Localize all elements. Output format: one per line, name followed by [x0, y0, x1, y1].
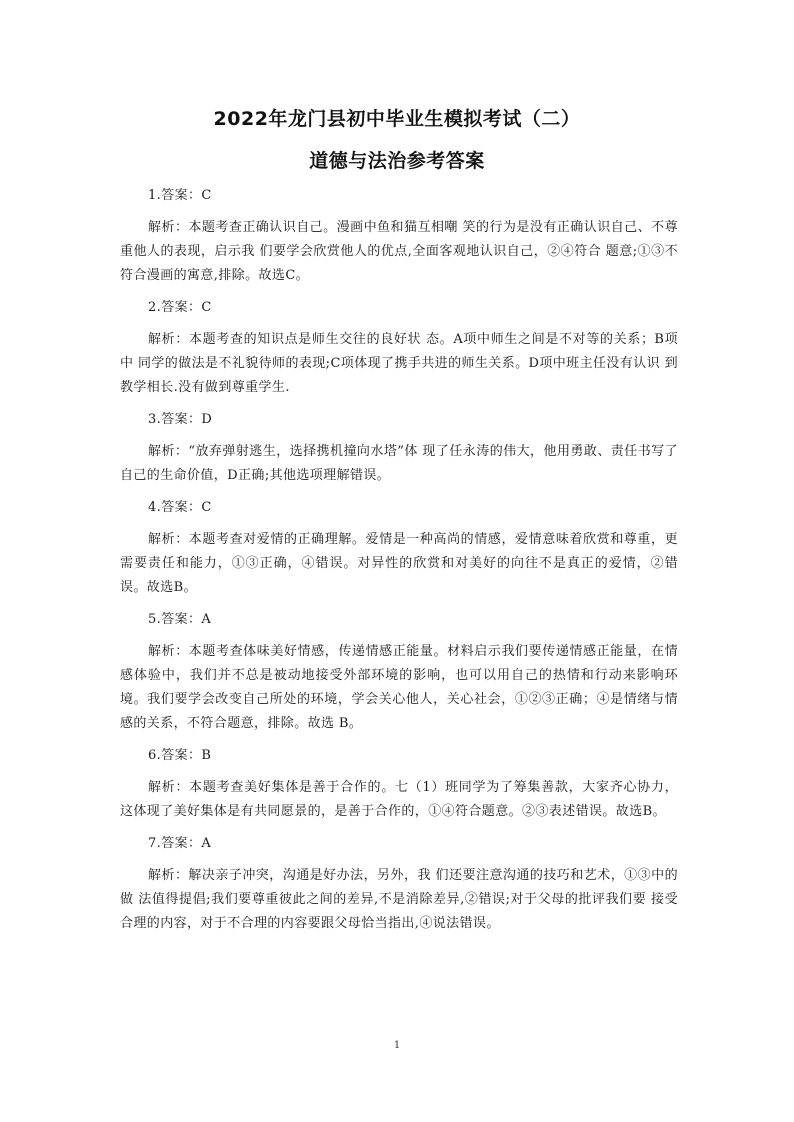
answer-item-5: [120, 608, 678, 736]
answer-line: 4.答案：C: [148, 500, 212, 515]
explanation-paragraph: 解析：本题考查的知识点是师生交往的良好状 态。A项中师生之间是不对等的关系；B项中 同学的做法是不礼貌待师的表现;C项体现了携手共进的师生关系。D项中班主任没有认识 到教学相长.没有做到尊重学生.: [120, 332, 678, 395]
explanation-paragraph: 解析：本题考查体味美好情感，传递情感正能量。材料启示我们要传递情感正能量，在情感体验中，我们并不总是被动地接受外部环境的影响，也可以用自己的热情和行动来影响环境。我们要学会改变自己所处的环境，学会关心他人，关心社会，①②③正确；④是情绪与情感的关系，不符合题意，排除。故选 B。: [120, 644, 678, 731]
answer-item-4: [120, 496, 678, 600]
answer-line: 6.答案：B: [148, 748, 212, 763]
answer-item-3: [120, 408, 678, 488]
explanation-paragraph: 解析：解决亲子冲突，沟通是好办法，另外，我 们还要注意沟通的技巧和艺术，①③中的做 法值得提倡;我们要尊重彼此之间的差异,不是消除差异,②错误;对于父母的批评我们要 接受合理的内容，对于不合理的内容要跟父母恰当指出,④说法错误。: [120, 868, 678, 931]
answer-item-1: [120, 184, 678, 288]
answer-item-7: [120, 832, 678, 936]
page-subtitle: 道德与法治参考答案: [309, 150, 485, 172]
answer-list: [120, 184, 678, 944]
answer-line: 1.答案：C: [148, 188, 212, 203]
answer-line: 3.答案：D: [148, 412, 213, 427]
answer-line: 7.答案：A: [148, 836, 212, 851]
page-title: 2022年龙门县初中毕业生模拟考试（二）: [213, 108, 581, 130]
answer-item-2: [120, 296, 678, 400]
explanation-paragraph: 解析：本题考查对爱情的正确理解。爱情是一种高尚的情感，爱情意味着欣赏和尊重，更需要责任和能力，①③正确，④错误。对异性的欣赏和对美好的向往不是真正的爱情，②错误。故选B。: [120, 532, 678, 595]
explanation-paragraph: 解析：本题考查美好集体是善于合作的。七（1）班同学为了筹集善款，大家齐心协力，这体现了美好集体是有共同愿景的，是善于合作的，①④符合题意。②③表述错误。故选B。: [120, 780, 678, 819]
answer-line: 5.答案：A: [148, 612, 212, 627]
answer-line: 2.答案：C: [148, 300, 212, 315]
page-number: 1: [393, 1040, 401, 1051]
answer-item-6: [120, 744, 678, 824]
explanation-paragraph: 解析：本题考查正确认识自己。漫画中鱼和猫互相嘲 笑的行为是没有正确认识自己、不尊重他人的表现，启示我 们要学会欣赏他人的优点,全面客观地认识自己，②④符合 题意;①③不符合漫画的寓意,排除。故选C。: [120, 220, 678, 283]
explanation-paragraph: 解析：“放弃弹射逃生，选择携机撞向水塔”体 现了任永涛的伟大，他用勇敢、责任书写了自己的生命价值，D正确;其他选项理解错误。: [120, 444, 678, 483]
